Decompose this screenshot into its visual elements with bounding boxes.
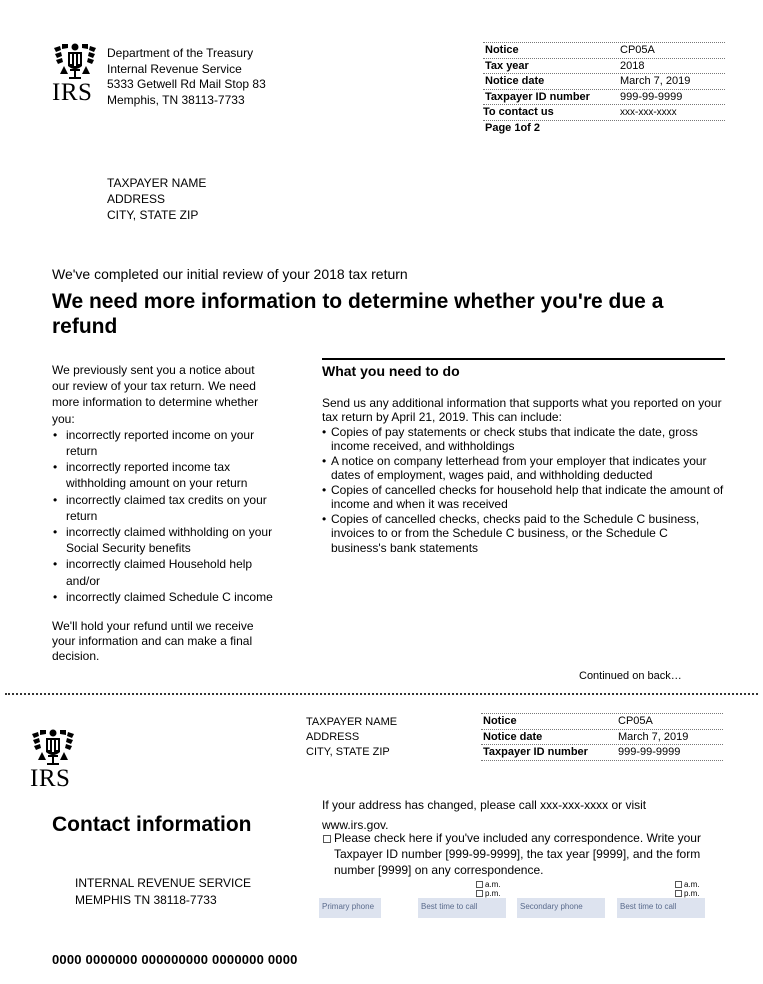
taxpayer-id-label: Taxpayer ID number [485, 90, 590, 103]
eagle-icon [30, 728, 76, 766]
address-change-note: If your address has changed, please call xxx-xxx-xxxx or visit www.irs.gov. [322, 798, 647, 832]
left-column [52, 362, 274, 664]
pm-checkbox[interactable] [675, 890, 682, 897]
stub-recipient-address [306, 715, 397, 760]
am-label: a.m. [485, 880, 501, 889]
section-rule [322, 358, 725, 360]
correspondence-checkbox[interactable] [323, 835, 331, 843]
contact-value: xxx-xxx-xxxx [620, 106, 677, 118]
best-time-field-1[interactable]: Best time to call [418, 898, 506, 918]
best-time-field-2[interactable]: Best time to call [617, 898, 705, 918]
notice-date-row [483, 74, 725, 90]
stub-notice-date-row [481, 730, 723, 746]
list-item: • Copies of cancelled checks for household help that indicate the amount of income and when it was received [322, 483, 725, 512]
list-item: • A notice on company letterhead from your employer that indicates your dates of employment, wages paid, and withholding deducted [322, 454, 725, 483]
stub-notice-label: Notice [483, 715, 517, 728]
stub-notice-date-value: March 7, 2019 [618, 730, 689, 743]
irs-wordmark: IRS [30, 765, 71, 792]
pm-checkbox[interactable] [476, 890, 483, 897]
stub-notice-date-label: Notice date [483, 730, 543, 743]
pm-label: p.m. [684, 889, 700, 898]
stub-taxpayer-id-row [481, 745, 723, 761]
notice-value: CP05A [620, 44, 655, 57]
am-checkbox[interactable] [476, 881, 483, 888]
list-item: • incorrectly reported income on your return [52, 427, 274, 459]
irs-logo [52, 42, 102, 105]
stub-recipient-line: ADDRESS [306, 731, 360, 743]
continued-note: Continued on back… [579, 670, 682, 682]
notice-info-table [483, 42, 725, 136]
pm-option[interactable] [476, 889, 501, 898]
list-item: • incorrectly claimed tax credits on your return [52, 492, 274, 524]
sender-line: Memphis, TN 38113-7733 [107, 92, 245, 107]
tax-year-label: Tax year [485, 59, 529, 72]
page-label: Page 1of 2 [485, 122, 541, 135]
list-item: • Copies of cancelled checks, checks paid to the Schedule C business, invoices to or from the Schedule C business, or the Schedule C business's bank statements [322, 512, 725, 556]
list-item: • incorrectly claimed Schedule C income [52, 589, 274, 605]
notice-label: Notice [485, 44, 519, 57]
best-time-ampm-1[interactable] [476, 880, 501, 898]
scanline: 0000 0000000 000000000 0000000 0000 [52, 952, 298, 967]
notice-date-label: Notice date [485, 75, 545, 88]
list-item: • Copies of pay statements or check stubs that indicate the date, gross income received, and withholdings [322, 425, 725, 454]
stub-taxpayer-id-label: Taxpayer ID number [483, 746, 588, 759]
tax-year-row [483, 59, 725, 75]
stub-info-table [481, 713, 723, 761]
tear-line [5, 693, 758, 695]
best-time-ampm-2[interactable] [675, 880, 700, 898]
stub-irs-logo [30, 728, 80, 791]
pm-label: p.m. [485, 889, 501, 898]
correspondence-text: Please check here if you've included any correspondence. Write your Taxpayer ID number [999-99-9999], the tax year [9999], and the form number [9999] on any correspondence. [334, 831, 701, 877]
list-item: • incorrectly claimed Household help and/or [52, 556, 274, 588]
am-label: a.m. [684, 880, 700, 889]
page-row [483, 121, 725, 137]
stub-recipient-line: CITY, STATE ZIP [306, 746, 390, 758]
intro-line: We've completed our initial review of your 2018 tax return [52, 266, 408, 282]
contact-information-title: Contact information [52, 813, 252, 836]
hold-refund-paragraph: We'll hold your refund until we receive your information and can make a final decision. [52, 619, 254, 664]
what-you-need-heading: What you need to do [322, 363, 460, 379]
left-intro-paragraph: We previously sent you a notice about our review of your tax return. We need more information to determine whether you: [52, 363, 259, 426]
notice-date-value: March 7, 2019 [620, 75, 691, 88]
notice-row [483, 43, 725, 59]
documents-list [322, 425, 725, 556]
am-option[interactable] [675, 880, 700, 889]
sender-address [107, 46, 266, 108]
headline: We need more information to determine whether you're due a refund [52, 290, 664, 338]
taxpayer-id-value: 999-99-9999 [620, 90, 683, 103]
sender-line: 5333 Getwell Rd Mail Stop 83 [107, 77, 266, 91]
stub-notice-row [481, 714, 723, 730]
correspondence-check[interactable] [322, 830, 722, 878]
recipient-line: TAXPAYER NAME [107, 176, 207, 190]
irs-address-line: INTERNAL REVENUE SERVICE [75, 876, 252, 890]
eagle-icon [52, 42, 98, 80]
contact-label: To contact us [483, 106, 554, 119]
primary-phone-field[interactable]: Primary phone [319, 898, 381, 918]
recipient-line: ADDRESS [107, 192, 166, 206]
pm-option[interactable] [675, 889, 700, 898]
secondary-phone-field[interactable]: Secondary phone [517, 898, 605, 918]
am-option[interactable] [476, 880, 501, 889]
list-item: • incorrectly claimed withholding on your Social Security benefits [52, 524, 274, 556]
irs-wordmark: IRS [52, 79, 93, 106]
stub-recipient-line: TAXPAYER NAME [306, 716, 398, 728]
reason-list [52, 427, 274, 605]
recipient-address [107, 175, 206, 223]
sender-line: Internal Revenue Service [107, 61, 242, 76]
sender-line: Department of the Treasury [107, 46, 254, 60]
stub-taxpayer-id-value: 999-99-9999 [618, 746, 681, 759]
tax-year-value: 2018 [620, 59, 645, 72]
right-column [322, 358, 725, 555]
irs-address-line: MEMPHIS TN 38118-7733 [75, 893, 217, 907]
irs-mailing-address [75, 875, 251, 909]
list-item: • incorrectly reported income tax withholding amount on your return [52, 459, 274, 491]
taxpayer-id-row [483, 90, 725, 106]
stub-notice-value: CP05A [618, 715, 653, 728]
contact-row [483, 105, 725, 121]
am-checkbox[interactable] [675, 881, 682, 888]
instructions-paragraph: Send us any additional information that supports what you reported on your tax return by April 21, 2019. This can include: [322, 395, 722, 424]
recipient-line: CITY, STATE ZIP [107, 208, 199, 222]
